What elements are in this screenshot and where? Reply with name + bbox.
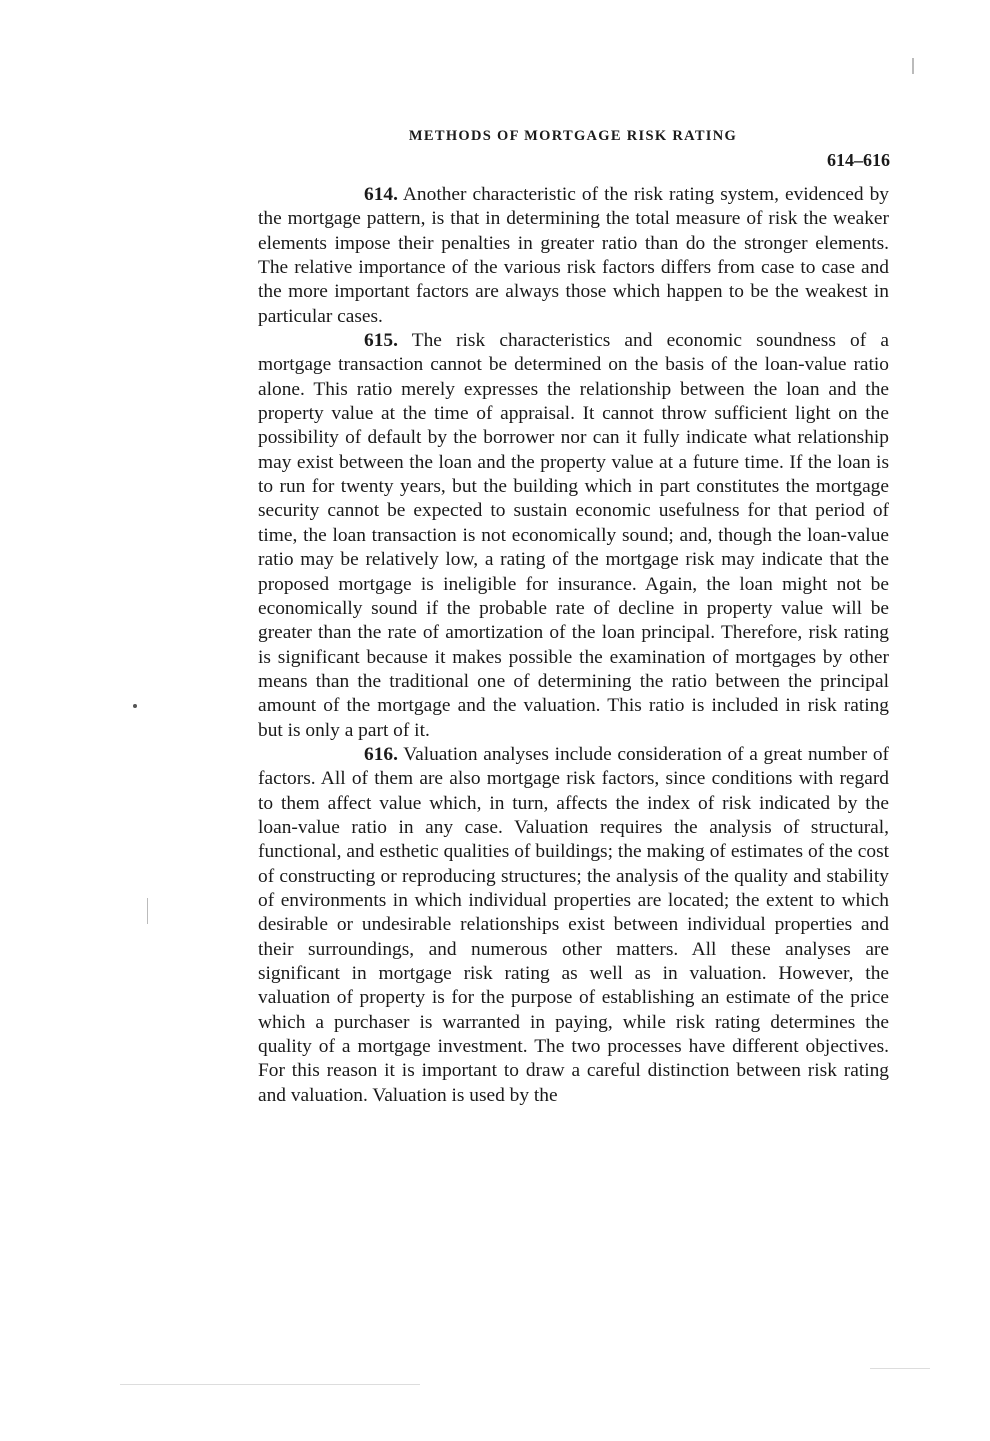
- scan-edge-mark: [870, 1368, 930, 1369]
- running-head-title: METHODS OF MORTGAGE RISK RATING: [408, 128, 738, 144]
- paragraph-number: 616.: [364, 743, 398, 765]
- paragraph-text: The risk characteristics and economic soundness of a mortgage transaction cannot be determined on the basis of the loan-value ratio alone. This ratio merely expresses the relationship between the loan and the property value at the time of appraisal. It cannot throw sufficient light on the possibility of default by the borrower nor can it fully indicate what relationship may exist between the loan and the property value at a future time. If the loan is to run for twenty years, but the building which in part constitutes the mortgage security cannot be expected to sustain economic usefulness for that period of time, the loan transaction is not economically sound; and, though the loan-value ratio may be relatively low, a rating of the mortgage risk may indicate that the proposed mortgage is ineligible for insurance. Again, the loan might not be economically sound if the probable rate of decline in property value will be greater than the rate of amortization of the loan principal. Therefore, risk rating is significant because it makes possible the examination of mortgages by other means than the traditional one of determining the ratio between the principal amount of the mortgage and the valuation. This ratio is included in risk rating but is only a part of it.: [258, 330, 889, 741]
- page-range-number: 614–616: [827, 150, 890, 170]
- paragraph-number: 614.: [364, 184, 398, 205]
- paragraph-text: Another characteristic of the risk rating system, evidenced by the mortgage pattern, is that in determining the total measure of risk the weaker elements impose their penalties in greater ratio than do the stronger elements. The relative importance of the various risk factors differs from case to case and the more important factors are always those which happen to be the weakest in particular cases.: [258, 184, 889, 327]
- scan-edge-mark: [147, 898, 148, 924]
- paragraph-615: [258, 329, 889, 743]
- scan-speck: [133, 704, 137, 708]
- body-text: [258, 183, 889, 1108]
- paragraph-text: Valuation analyses include consideration of a great number of factors. All of them are also mortgage risk factors, since conditions with regard to them affect value which, in turn, affects the index of risk indicated by the loan-value ratio in any case. Valuation requires the analysis of structural, functional, and esthetic qualities of buildings; the making of estimates of the cost of constructing or reproducing structures; the analysis of the quality and stability of environments in which individual properties are located; the extent to which desirable or undesirable relationships exist between individual properties and their surroundings, and numerous other matters. All these analyses are significant in mortgage risk rating as well as in valuation. However, the valuation of property is for the purpose of establishing an estimate of the price which a purchaser is warranted in paying, while risk rating determines the quality of a mortgage investment. The two processes have different objectives. For this reason it is important to draw a careful distinction between risk rating and valuation. Valuation is used by the: [258, 743, 890, 1106]
- paragraph-number: 615.: [364, 330, 398, 352]
- paragraph-614: [258, 183, 889, 329]
- scan-edge-mark: [912, 58, 914, 74]
- scan-edge-mark: [120, 1384, 420, 1385]
- paragraph-616: [258, 743, 889, 1108]
